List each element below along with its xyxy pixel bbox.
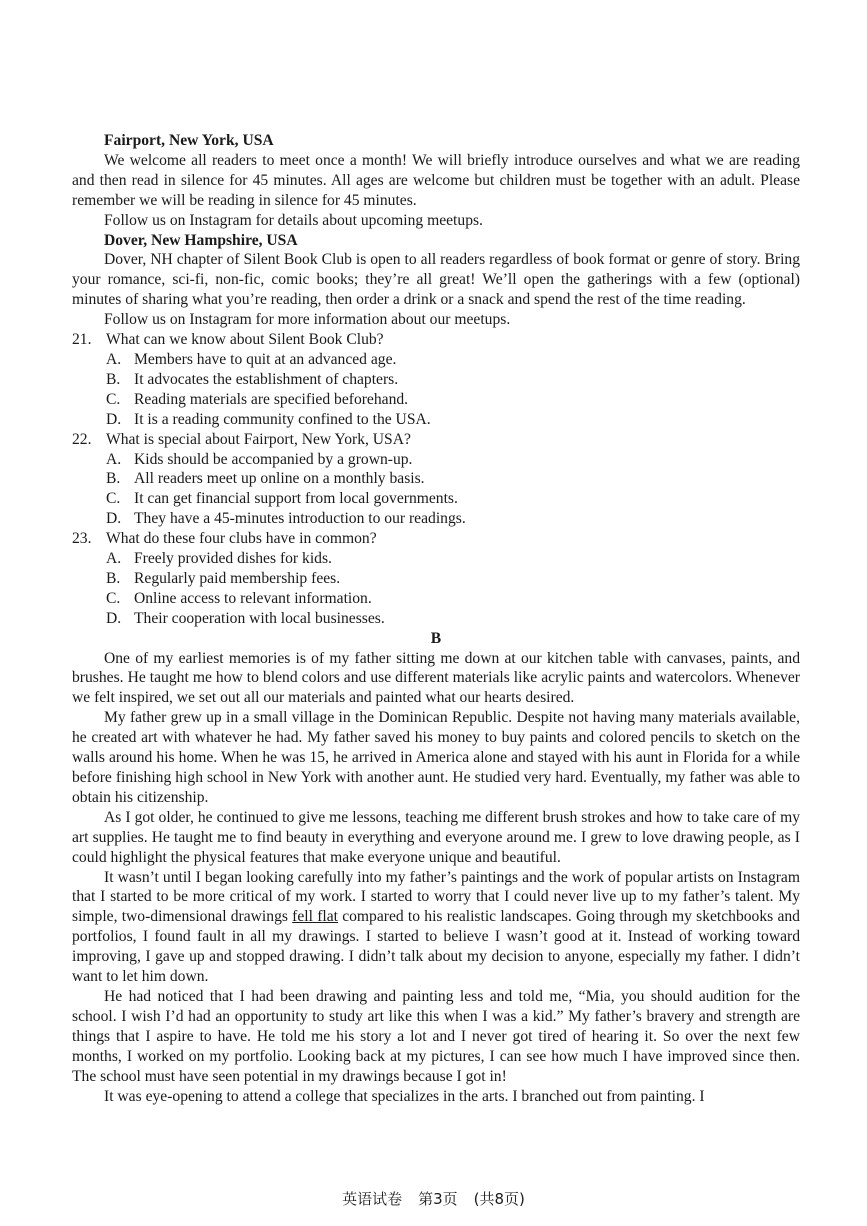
footer-subject: 英语试卷 <box>342 1190 403 1208</box>
passage-b-paragraph-3: As I got older, he continued to give me lessons, teaching me different brush strokes and how to take care of my art supplies. He taught me to find beauty in everything and everyone around me. I grew to love drawing people, as I could highlight the physical features that make everyone unique and beautiful. <box>72 808 800 866</box>
option-22-b <box>72 469 800 489</box>
passage-b-paragraph-4 <box>72 868 800 987</box>
option-text: It is a reading community confined to the USA. <box>134 410 431 428</box>
option-22-c <box>72 489 800 509</box>
page-content <box>72 131 800 1106</box>
option-23-a <box>72 549 800 569</box>
option-21-d <box>72 410 800 430</box>
option-text: Members have to quit at an advanced age. <box>134 350 397 368</box>
question-stem: What is special about Fairport, New York, USA? <box>106 430 411 448</box>
option-text: Freely provided dishes for kids. <box>134 550 332 568</box>
question-stem: What do these four clubs have in common? <box>106 530 377 548</box>
option-21-c <box>72 390 800 410</box>
passage-b-paragraph-5: He had noticed that I had been drawing and painting less and told me, “Mia, you should audition for the school. I wish I’d had an opportunity to study art like this when I was a kid.” My father’s bravery and strength are things that I aspire to have. He told me his story a lot and I never got tired of hearing it. So over the next few months, I worked on my portfolio. Looking back at my pictures, I can see how much I have improved since then. The school must have seen potential in my drawings because I got in! <box>72 987 800 1085</box>
option-22-d <box>72 509 800 529</box>
option-text: Online access to relevant information. <box>134 589 372 607</box>
paragraph-4-part-1: It wasn’t until I began looking carefully into my father’s paintings and the work of popular artists on Instagram that I started to be more critical of my work. I started to worry that I could never live up to my father’s talent. My simple, two-dimensional drawings <box>72 868 800 926</box>
club-dover-follow: Follow us on Instagram for more information about our meetups. <box>104 311 511 329</box>
underlined-phrase: fell flat <box>292 908 338 926</box>
option-21-a <box>72 350 800 370</box>
option-letter: A. <box>106 450 122 468</box>
footer-total-pages: (共8页) <box>473 1190 525 1208</box>
option-letter: D. <box>106 410 122 428</box>
option-text: It advocates the establishment of chapters. <box>134 370 399 388</box>
option-letter: B. <box>106 569 121 587</box>
passage-b-paragraph-6: It was eye-opening to attend a college that specializes in the arts. I branched out from painting. I <box>104 1087 705 1105</box>
option-letter: C. <box>106 589 121 607</box>
club-fairport-follow: Follow us on Instagram for details about upcoming meetups. <box>104 211 483 229</box>
footer-page-number: 第3页 <box>418 1190 458 1208</box>
option-letter: B. <box>106 370 121 388</box>
section-label-b: B <box>430 629 442 647</box>
option-letter: C. <box>106 390 121 408</box>
club-dover-description: Dover, NH chapter of Silent Book Club is open to all readers regardless of book format or genre of story. Bring your romance, sci-fi, non-fic, comic books; they’re all great! We’ll open the gatherings with a few (optional) minutes of sharing what you’re reading, then order a drink or a snack and spend the rest of the time reading. <box>72 251 800 309</box>
club-heading-fairport: Fairport, New York, USA <box>104 132 274 149</box>
option-letter: D. <box>106 609 122 627</box>
question-number: 22. <box>72 430 92 448</box>
option-23-c <box>72 589 800 609</box>
option-text: Regularly paid membership fees. <box>134 569 341 587</box>
option-23-d <box>72 609 800 629</box>
question-23 <box>72 529 800 549</box>
passage-b-paragraph-2: My father grew up in a small village in the Dominican Republic. Despite not having many materials available, he created art with whatever he had. My father saved his money to buy paints and colored pencils to sketch on the walls around his home. When he was 15, he arrived in America alone and stayed with his aunt in Florida for a while before finishing high school in New York with another aunt. He studied very hard. Eventually, my father was able to obtain his citizenship. <box>72 709 800 806</box>
question-number: 21. <box>72 331 92 349</box>
paragraph-4-part-2: compared to his realistic landscapes. Going through my sketchbooks and portfolios, I found fault in all my drawings. I started to believe I wasn’t good at it. Instead of working toward improving, I gave up and stopped drawing. I didn’t talk about my decision to anyone, especially my father. I didn’t want to let him down. <box>72 908 800 986</box>
page-footer <box>0 1188 867 1209</box>
option-text: Kids should be accompanied by a grown-up. <box>134 450 413 468</box>
option-text: They have a 45-minutes introduction to our readings. <box>134 510 466 528</box>
question-22 <box>72 430 800 450</box>
club-fairport-description: We welcome all readers to meet once a month! We will briefly introduce ourselves and what we are reading and then read in silence for 45 minutes. All ages are welcome but children must be together with an adult. Please remember we will be reading in silence for 45 minutes. <box>72 151 800 209</box>
option-letter: B. <box>106 470 121 488</box>
club-heading-dover: Dover, New Hampshire, USA <box>104 231 298 249</box>
option-text: Their cooperation with local businesses. <box>134 609 385 627</box>
option-letter: A. <box>106 550 122 568</box>
option-letter: A. <box>106 350 122 368</box>
option-23-b <box>72 569 800 589</box>
option-21-b <box>72 370 800 390</box>
question-stem: What can we know about Silent Book Club? <box>106 331 384 349</box>
question-number: 23. <box>72 530 92 548</box>
passage-b-paragraph-1: One of my earliest memories is of my father sitting me down at our kitchen table with canvases, paints, and brushes. He taught me how to blend colors and use different materials like acrylic paints and watercolors. Whenever we felt inspired, we set out all our materials and painted what our hearts desired. <box>72 649 800 707</box>
option-text: All readers meet up online on a monthly basis. <box>134 470 425 488</box>
option-letter: D. <box>106 510 122 528</box>
question-21 <box>72 330 800 350</box>
option-letter: C. <box>106 490 121 508</box>
option-22-a <box>72 450 800 470</box>
option-text: It can get financial support from local governments. <box>134 490 458 508</box>
option-text: Reading materials are specified beforehand. <box>134 390 409 408</box>
